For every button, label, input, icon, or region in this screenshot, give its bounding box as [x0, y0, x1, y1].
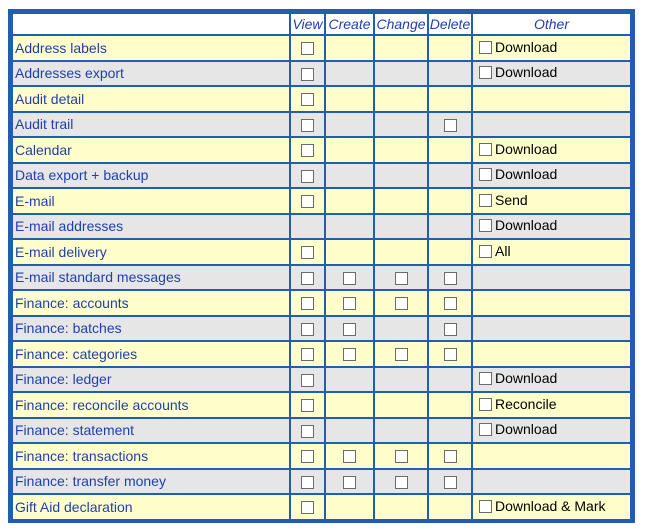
- other-option-label: Download: [495, 166, 558, 183]
- view-cell: [291, 215, 324, 239]
- view-cell: [291, 240, 324, 264]
- view-checkbox[interactable]: [301, 399, 314, 412]
- header-blank: [13, 14, 289, 34]
- permission-label: Finance: transfer money: [13, 470, 289, 494]
- other-checkbox[interactable]: [479, 168, 492, 181]
- other-checkbox[interactable]: [479, 500, 492, 513]
- create-cell: [326, 36, 373, 60]
- permission-label: Addresses export: [13, 62, 289, 86]
- other-option-label: Download: [495, 217, 558, 234]
- delete-cell: [429, 240, 471, 264]
- view-cell: [291, 470, 324, 494]
- view-checkbox[interactable]: [301, 144, 314, 157]
- create-cell: [326, 113, 373, 137]
- other-option: [479, 244, 511, 258]
- change-cell: [375, 215, 427, 239]
- other-cell: [473, 164, 630, 188]
- other-checkbox[interactable]: [479, 398, 492, 411]
- change-cell: [375, 419, 427, 443]
- delete-cell: [429, 291, 471, 315]
- permission-label: E-mail addresses: [13, 215, 289, 239]
- permissions-table: [11, 12, 632, 521]
- other-checkbox[interactable]: [479, 66, 492, 79]
- other-option-label: All: [495, 242, 511, 259]
- create-cell: [326, 444, 373, 468]
- create-cell: [326, 215, 373, 239]
- other-cell: [473, 368, 630, 392]
- delete-cell: [429, 495, 471, 519]
- header-delete: Delete: [429, 16, 471, 32]
- other-cell: [473, 113, 630, 137]
- table-row: [13, 62, 630, 86]
- header-view: View: [292, 16, 323, 32]
- create-checkbox[interactable]: [343, 297, 356, 310]
- delete-cell: [429, 62, 471, 86]
- change-cell: [375, 113, 427, 137]
- permission-label: Audit detail: [13, 87, 289, 111]
- table-row: [13, 419, 630, 443]
- permission-label: Audit trail: [13, 113, 289, 137]
- view-checkbox[interactable]: [301, 476, 314, 489]
- permission-label: Gift Aid declaration: [13, 495, 289, 519]
- view-cell: [291, 495, 324, 519]
- delete-checkbox[interactable]: [444, 450, 457, 463]
- other-cell: [473, 87, 630, 111]
- other-cell: [473, 291, 630, 315]
- delete-cell: [429, 164, 471, 188]
- other-option: [479, 422, 557, 436]
- view-cell: [291, 36, 324, 60]
- permission-label: E-mail: [13, 189, 289, 213]
- table-row: [13, 189, 630, 213]
- view-cell: [291, 164, 324, 188]
- other-option-label: Download: [495, 370, 558, 387]
- other-option-label: Download & Mark: [495, 497, 606, 514]
- other-option-label: Download: [495, 38, 558, 55]
- other-option: [479, 397, 556, 411]
- other-option-label: Reconcile: [495, 395, 557, 412]
- other-cell: [473, 240, 630, 264]
- other-option-label: Download: [495, 140, 558, 157]
- other-cell: [473, 215, 630, 239]
- view-cell: [291, 393, 324, 417]
- table-row: [13, 393, 630, 417]
- permission-label: Finance: reconcile accounts: [13, 393, 289, 417]
- other-option: [479, 218, 557, 232]
- change-cell: [375, 470, 427, 494]
- create-cell: [326, 495, 373, 519]
- other-cell: [473, 470, 630, 494]
- other-cell: [473, 138, 630, 162]
- create-checkbox[interactable]: [343, 272, 356, 285]
- view-cell: [291, 87, 324, 111]
- table-row: [13, 317, 630, 341]
- other-option: [479, 142, 557, 156]
- permission-label: Finance: ledger: [13, 368, 289, 392]
- view-cell: [291, 266, 324, 290]
- other-cell: [473, 189, 630, 213]
- create-cell: [326, 138, 373, 162]
- change-cell: [375, 62, 427, 86]
- delete-cell: [429, 113, 471, 137]
- other-checkbox[interactable]: [479, 143, 492, 156]
- change-cell: [375, 266, 427, 290]
- create-cell: [326, 368, 373, 392]
- delete-checkbox[interactable]: [444, 476, 457, 489]
- permission-label: Calendar: [13, 138, 289, 162]
- delete-cell: [429, 36, 471, 60]
- permission-label: Finance: categories: [13, 342, 289, 366]
- other-option: [479, 167, 557, 181]
- view-checkbox[interactable]: [301, 119, 314, 132]
- view-cell: [291, 291, 324, 315]
- view-cell: [291, 368, 324, 392]
- other-option-label: Download: [495, 421, 558, 438]
- change-checkbox[interactable]: [395, 476, 408, 489]
- create-cell: [326, 393, 373, 417]
- other-option: [479, 371, 557, 385]
- change-cell: [375, 240, 427, 264]
- change-cell: [375, 87, 427, 111]
- view-checkbox[interactable]: [301, 170, 314, 183]
- change-cell: [375, 368, 427, 392]
- change-cell: [375, 495, 427, 519]
- other-option-label: Send: [495, 191, 528, 208]
- table-row: [13, 87, 630, 111]
- delete-checkbox[interactable]: [444, 297, 457, 310]
- view-checkbox[interactable]: [301, 93, 314, 106]
- table-row: [13, 164, 630, 188]
- view-checkbox[interactable]: [301, 195, 314, 208]
- create-checkbox[interactable]: [343, 323, 356, 336]
- delete-cell: [429, 138, 471, 162]
- view-checkbox[interactable]: [301, 68, 314, 81]
- create-cell: [326, 266, 373, 290]
- other-checkbox[interactable]: [479, 194, 492, 207]
- permission-label: Finance: accounts: [13, 291, 289, 315]
- table-row: [13, 36, 630, 60]
- permission-label: Finance: batches: [13, 317, 289, 341]
- table-row: [13, 495, 630, 519]
- delete-cell: [429, 317, 471, 341]
- view-cell: [291, 62, 324, 86]
- table-row: [13, 342, 630, 366]
- delete-checkbox[interactable]: [444, 119, 457, 132]
- create-cell: [326, 317, 373, 341]
- create-cell: [326, 342, 373, 366]
- other-cell: [473, 62, 630, 86]
- view-checkbox[interactable]: [301, 501, 314, 514]
- table-row: [13, 138, 630, 162]
- table-row: [13, 240, 630, 264]
- change-cell: [375, 189, 427, 213]
- view-checkbox[interactable]: [301, 425, 314, 438]
- other-option: [479, 65, 557, 79]
- create-checkbox[interactable]: [343, 348, 356, 361]
- other-cell: [473, 495, 630, 519]
- table-row: [13, 215, 630, 239]
- view-checkbox[interactable]: [301, 323, 314, 336]
- create-cell: [326, 189, 373, 213]
- header-create: Create: [326, 14, 373, 34]
- change-checkbox[interactable]: [395, 348, 408, 361]
- other-option: [479, 499, 606, 513]
- permission-label: Address labels: [13, 36, 289, 60]
- change-cell: [375, 317, 427, 341]
- create-cell: [326, 240, 373, 264]
- view-cell: [291, 419, 324, 443]
- view-cell: [291, 342, 324, 366]
- delete-cell: [429, 87, 471, 111]
- change-cell: [375, 164, 427, 188]
- delete-cell: [429, 444, 471, 468]
- create-cell: [326, 419, 373, 443]
- other-cell: [473, 419, 630, 443]
- change-checkbox[interactable]: [395, 297, 408, 310]
- view-cell: [291, 138, 324, 162]
- delete-cell: [429, 215, 471, 239]
- create-checkbox[interactable]: [343, 476, 356, 489]
- other-checkbox[interactable]: [479, 372, 492, 385]
- other-option: [479, 40, 557, 54]
- change-cell: [375, 36, 427, 60]
- delete-checkbox[interactable]: [444, 272, 457, 285]
- permissions-panel: [8, 9, 635, 523]
- delete-cell: [429, 266, 471, 290]
- other-option: [479, 193, 528, 207]
- create-cell: [326, 291, 373, 315]
- permission-label: E-mail delivery: [13, 240, 289, 264]
- table-row: [13, 266, 630, 290]
- view-checkbox[interactable]: [301, 297, 314, 310]
- other-cell: [473, 444, 630, 468]
- other-checkbox[interactable]: [479, 423, 492, 436]
- view-checkbox[interactable]: [301, 450, 314, 463]
- change-cell: [375, 444, 427, 468]
- view-cell: [291, 317, 324, 341]
- create-cell: [326, 164, 373, 188]
- header-other: Other: [473, 14, 630, 34]
- create-cell: [326, 62, 373, 86]
- header-change: Change: [376, 16, 426, 32]
- delete-cell: [429, 368, 471, 392]
- delete-cell: [429, 189, 471, 213]
- delete-checkbox[interactable]: [444, 348, 457, 361]
- view-cell: [291, 113, 324, 137]
- view-checkbox[interactable]: [301, 42, 314, 55]
- create-cell: [326, 87, 373, 111]
- other-checkbox[interactable]: [479, 219, 492, 232]
- other-checkbox[interactable]: [479, 245, 492, 258]
- other-cell: [473, 393, 630, 417]
- permission-label: Finance: transactions: [13, 444, 289, 468]
- delete-checkbox[interactable]: [444, 323, 457, 336]
- create-cell: [326, 470, 373, 494]
- other-cell: [473, 317, 630, 341]
- other-checkbox[interactable]: [479, 41, 492, 54]
- other-cell: [473, 36, 630, 60]
- create-checkbox[interactable]: [343, 450, 356, 463]
- view-checkbox[interactable]: [301, 272, 314, 285]
- table-row: [13, 291, 630, 315]
- permission-label: Finance: statement: [13, 419, 289, 443]
- change-cell: [375, 291, 427, 315]
- table-row: [13, 113, 630, 137]
- delete-cell: [429, 393, 471, 417]
- other-option-label: Download: [495, 64, 558, 81]
- table-row: [13, 470, 630, 494]
- view-cell: [291, 189, 324, 213]
- permission-label: E-mail standard messages: [13, 266, 289, 290]
- table-row: [13, 444, 630, 468]
- view-checkbox[interactable]: [301, 246, 314, 259]
- view-checkbox[interactable]: [301, 374, 314, 387]
- header-row: [13, 14, 630, 34]
- change-checkbox[interactable]: [395, 450, 408, 463]
- view-cell: [291, 444, 324, 468]
- delete-cell: [429, 470, 471, 494]
- change-cell: [375, 138, 427, 162]
- other-cell: [473, 266, 630, 290]
- change-checkbox[interactable]: [395, 272, 408, 285]
- other-cell: [473, 342, 630, 366]
- permission-label: Data export + backup: [13, 164, 289, 188]
- change-cell: [375, 393, 427, 417]
- change-cell: [375, 342, 427, 366]
- view-checkbox[interactable]: [301, 348, 314, 361]
- delete-cell: [429, 342, 471, 366]
- delete-cell: [429, 419, 471, 443]
- table-row: [13, 368, 630, 392]
